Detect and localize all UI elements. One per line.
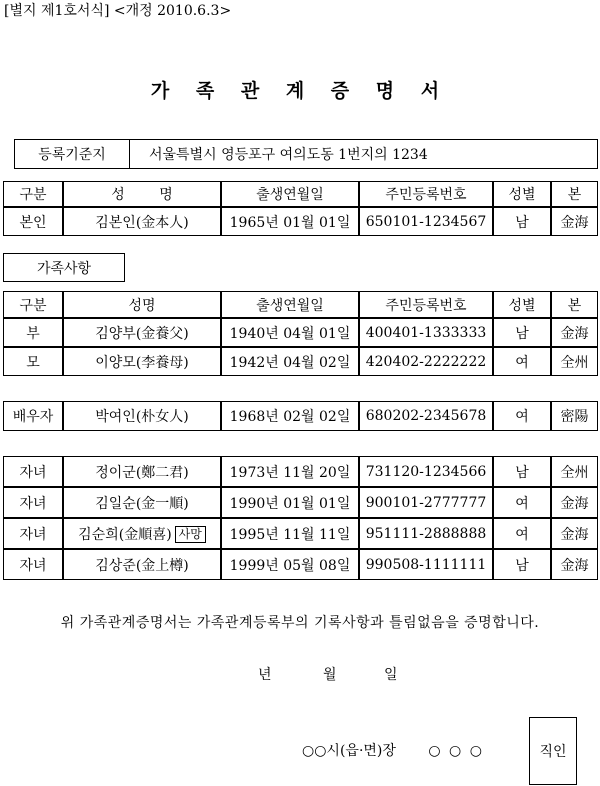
col-header-name: 성명 [63, 291, 221, 318]
date-month: 월 [323, 667, 337, 683]
name-cell: 김상준(金上樽) [63, 549, 221, 580]
date-year: 년 [258, 667, 272, 683]
registration-base-box [14, 139, 598, 169]
self-header-row [3, 181, 598, 207]
id-cell: 420402-2222222 [359, 347, 493, 376]
children-table [3, 456, 598, 580]
name-cell: 김본인(金本人) [63, 207, 221, 236]
child-row [3, 549, 598, 580]
birth-cell: 1995년 11월 11일 [221, 518, 359, 549]
parent-row-mother [3, 347, 598, 376]
relation-cell: 본인 [3, 207, 63, 236]
id-cell: 731120-1234566 [359, 456, 493, 487]
origin-cell: 全州 [551, 347, 598, 376]
col-header-sex: 성별 [493, 181, 551, 207]
sex-cell: 남 [493, 318, 551, 347]
registration-base-label: 등록기준지 [15, 140, 130, 168]
document-title: 가 족 관 계 증 명 서 [150, 80, 450, 102]
col-header-id: 주민등록번호 [359, 181, 493, 207]
relation-cell: 자녀 [3, 487, 63, 518]
name-cell: 김일순(金一順) [63, 487, 221, 518]
certification-statement: 위 가족관계증명서는 가족관계등록부의 기록사항과 틀림없음을 증명합니다. [60, 615, 540, 631]
relation-cell: 모 [3, 347, 63, 376]
issuer-line [302, 740, 484, 760]
col-header-birth: 출생연월일 [221, 181, 359, 207]
child-row [3, 456, 598, 487]
birth-cell: 1999년 05월 08일 [221, 549, 359, 580]
col-header-origin: 본 [551, 291, 598, 318]
origin-cell: 密陽 [551, 401, 598, 431]
name-text: 김순희(金順喜) [78, 526, 172, 543]
origin-cell: 金海 [551, 318, 598, 347]
name-cell [63, 518, 221, 549]
origin-cell: 金海 [551, 207, 598, 236]
family-header-row [3, 291, 598, 318]
col-header-id: 주민등록번호 [359, 291, 493, 318]
sex-cell: 여 [493, 401, 551, 431]
birth-cell: 1942년 04월 02일 [221, 347, 359, 376]
name-cell: 이양모(李養母) [63, 347, 221, 376]
self-row [3, 207, 598, 236]
relation-cell: 배우자 [3, 401, 63, 431]
sex-cell: 여 [493, 487, 551, 518]
col-header-origin: 본 [551, 181, 598, 207]
relation-cell: 자녀 [3, 456, 63, 487]
birth-cell: 1973년 11월 20일 [221, 456, 359, 487]
spouse-row [3, 401, 598, 431]
child-row [3, 487, 598, 518]
registration-base-value: 서울특별시 영등포구 여의도동 1번지의 1234 [149, 147, 428, 163]
birth-cell: 1990년 01월 01일 [221, 487, 359, 518]
col-header-birth: 출생연월일 [221, 291, 359, 318]
birth-cell: 1965년 01월 01일 [221, 207, 359, 236]
origin-cell: 金海 [551, 487, 598, 518]
official-seal-box: 직인 [529, 717, 577, 785]
family-section-label: 가족사항 [3, 253, 125, 282]
name-cell: 정이군(鄭二君) [63, 456, 221, 487]
sex-cell: 남 [493, 549, 551, 580]
id-cell: 900101-2777777 [359, 487, 493, 518]
date-day: 일 [384, 667, 398, 683]
relation-cell: 자녀 [3, 549, 63, 580]
relation-cell: 부 [3, 318, 63, 347]
id-cell: 990508-1111111 [359, 549, 493, 580]
origin-cell: 金海 [551, 549, 598, 580]
birth-cell: 1968년 02월 02일 [221, 401, 359, 431]
sex-cell: 남 [493, 207, 551, 236]
sex-cell: 여 [493, 518, 551, 549]
sex-cell: 남 [493, 456, 551, 487]
name-cell: 박여인(朴女人) [63, 401, 221, 431]
parent-row-father [3, 318, 598, 347]
origin-cell: 全州 [551, 456, 598, 487]
col-header-sex: 성별 [493, 291, 551, 318]
spouse-table [3, 401, 598, 431]
col-header-name: 성 명 [63, 181, 221, 207]
id-cell: 680202-2345678 [359, 401, 493, 431]
issuer-name: ○ ○ ○ [428, 743, 484, 759]
col-header-relation: 구분 [3, 181, 63, 207]
relation-cell: 자녀 [3, 518, 63, 549]
issuer-title: ○○시(읍·면)장 [302, 743, 396, 759]
birth-cell: 1940년 04월 01일 [221, 318, 359, 347]
col-header-relation: 구분 [3, 291, 63, 318]
parents-table [3, 291, 598, 376]
child-row [3, 518, 598, 549]
origin-cell: 金海 [551, 518, 598, 549]
form-number-note: [별지 제1호서식] <개정 2010.6.3> [4, 3, 232, 19]
name-cell: 김양부(金養父) [63, 318, 221, 347]
id-cell: 650101-1234567 [359, 207, 493, 236]
self-table [3, 181, 598, 236]
id-cell: 400401-1333333 [359, 318, 493, 347]
deceased-badge: 사망 [175, 526, 206, 543]
sex-cell: 여 [493, 347, 551, 376]
id-cell: 951111-2888888 [359, 518, 493, 549]
